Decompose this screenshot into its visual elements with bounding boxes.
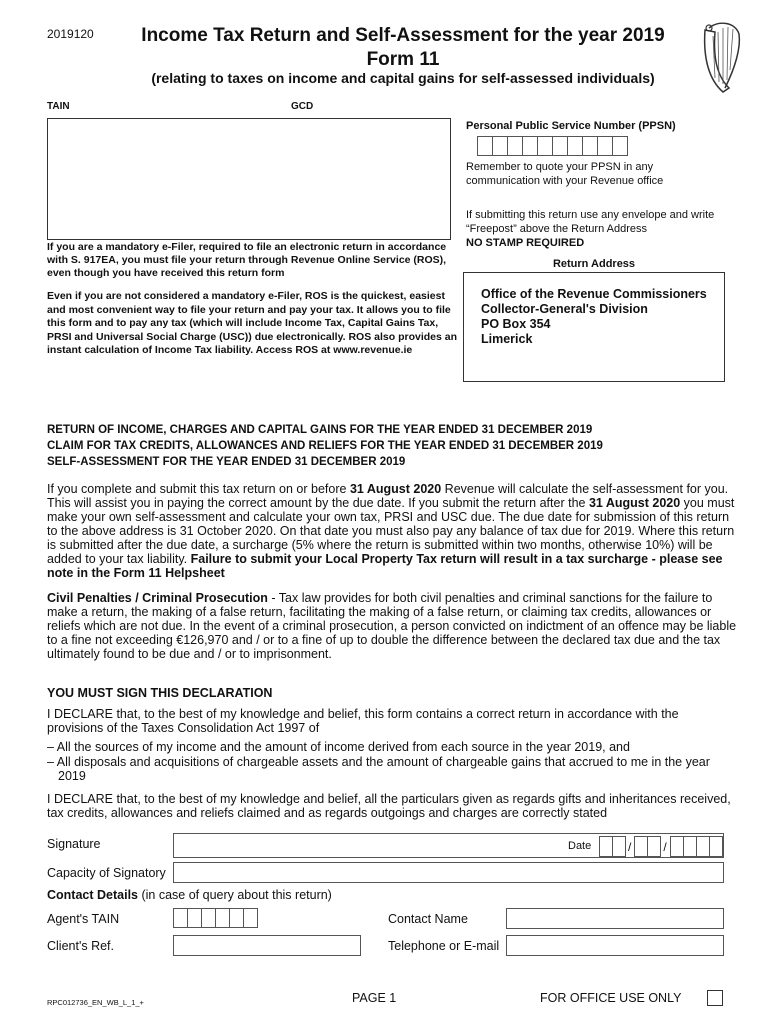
office-use-label: FOR OFFICE USE ONLY (540, 991, 682, 1005)
date-cell[interactable] (612, 836, 626, 857)
client-ref-field[interactable] (173, 935, 361, 956)
declaration-item: – All the sources of my income and the amount of income derived from each source in the year 2019, and (47, 740, 630, 754)
date-cell[interactable] (599, 836, 613, 857)
date-cell[interactable] (647, 836, 661, 857)
ppsn-label: Personal Public Service Number (PPSN) (466, 120, 676, 132)
page-title (108, 24, 698, 72)
para-text: If you complete and submit this tax return on or before (47, 482, 350, 496)
ppsn-cell[interactable] (612, 136, 628, 156)
client-ref-label: Client's Ref. (47, 939, 114, 953)
gcd-label: GCD (291, 101, 314, 112)
declaration-heading: YOU MUST SIGN THIS DECLARATION (47, 686, 273, 700)
tain-cell[interactable] (229, 908, 244, 928)
harp-emblem-icon (695, 18, 745, 98)
declaration-item: – All disposals and acquisitions of chargeable assets and the amount of chargeable gains that accrued to me in the year 2019 (47, 755, 710, 783)
para-text: you must make your own self-assessment and calculate your own tax, PRSI and USC due. The due date for submission of this return to the above address is 31 October 2020. On that date you must also pay any balance of tax due for 2019. Where this return is submitted after the due date, a surcharge (5% where the return is submitted within two months, otherwise 10%) will be added to your tax liability. (47, 496, 735, 566)
deadline-date: 31 August 2020 (588, 496, 681, 510)
due-date-paragraph (47, 482, 737, 580)
para-text: - Tax law provides for both civil penalties and criminal sanctions for the failure to make a return, the making of a false return, facilitating the making of a false return, or claiming tax credits, allowances or reliefs which are not due. In the event of a criminal prosecution, a person convicted on indictment of an offence may be liable to a fine not exceeding €126,970 and / or to a fine of up to double the difference between the declared tax due and the tax ultimately found to be due and / or to imprisonment. (47, 591, 737, 661)
ppsn-cell[interactable] (597, 136, 613, 156)
heading-self-assessment: SELF-ASSESSMENT FOR THE YEAR ENDED 31 DECEMBER 2019 (47, 456, 406, 468)
date-cell[interactable] (683, 836, 697, 857)
subtitle: (relating to taxes on income and capital gains for self-assessed individuals) (151, 70, 655, 86)
address-line: Collector-General's Division (481, 302, 648, 316)
capacity-label: Capacity of Signatory (47, 866, 166, 880)
ros-note: Even if you are not considered a mandatory e-Filer, ROS is the quickest, easiest and most convenient way to file your return and pay your tax. It allows you to file this form and to pay any tax (which will include Income Tax, Capital Gains Tax, PRSI and Universal Social Charge (USC)) due electronically. ROS also provides an instant calculation of Income Tax liability. Access ROS at www.revenue.ie (47, 290, 458, 356)
freepost-note (466, 208, 726, 250)
ppsn-cell[interactable] (492, 136, 508, 156)
heading-claim: CLAIM FOR TAX CREDITS, ALLOWANCES AND RELIEFS FOR THE YEAR ENDED 31 DECEMBER 2019 (47, 440, 603, 452)
contact-bold: Contact Details (47, 888, 138, 902)
declaration-intro: I DECLARE that, to the best of my knowledge and belief, this form contains a correct return in accordance with the provisions of the Taxes Consolidation Act 1997 of (47, 707, 679, 735)
ppsn-input[interactable] (477, 136, 627, 156)
contact-rest: (in case of query about this return) (138, 888, 332, 902)
agent-tain-input[interactable] (173, 908, 257, 928)
ppsn-cell[interactable] (507, 136, 523, 156)
deadline-date: 31 August 2020 (349, 482, 442, 496)
address-line: PO Box 354 (481, 317, 551, 331)
page-number: PAGE 1 (352, 991, 397, 1005)
return-address-box (463, 272, 725, 382)
declaration-second: I DECLARE that, to the best of my knowledge and belief, all the particulars given as regards gifts and inheritances received, tax credits, allowances and reliefs claimed and as regards outgoings and charges are correctly stated (47, 792, 731, 820)
tain-gcd-box[interactable] (47, 118, 451, 240)
date-separator: / (663, 839, 667, 854)
return-address-label: Return Address (552, 258, 636, 270)
address-line: Limerick (481, 332, 533, 346)
efiler-note: If you are a mandatory e-Filer, required to file an electronic return in accordance with S. 917EA, you must file your return through Revenue Online Service (ROS), even though you have received this return form (47, 241, 447, 279)
tain-cell[interactable] (187, 908, 202, 928)
contact-name-field[interactable] (506, 908, 724, 929)
footer-code: RPC012736_EN_WB_L_1_+ (47, 998, 144, 1007)
freepost-text: If submitting this return use any envelope and write “Freepost” above the Return Address (466, 209, 715, 235)
return-headings (47, 422, 727, 470)
date-input[interactable] (599, 836, 722, 857)
ppsn-cell[interactable] (522, 136, 538, 156)
agent-tain-label: Agent's TAIN (47, 912, 120, 926)
title-line-2: Form 11 (366, 49, 440, 70)
ppsn-cell[interactable] (537, 136, 553, 156)
signature-label: Signature (47, 837, 101, 851)
ppsn-cell[interactable] (477, 136, 493, 156)
date-separator: / (628, 839, 632, 854)
penalties-heading: Civil Penalties / Criminal Prosecution (47, 591, 268, 605)
tain-label: TAIN (47, 101, 70, 112)
tain-cell[interactable] (215, 908, 230, 928)
no-stamp-required: NO STAMP REQUIRED (466, 237, 585, 249)
para-text: Revenue will calculate the self-assessment for you. This will assist you in paying the correct amount by the due date. If you submit the return after the (47, 482, 729, 510)
telephone-label: Telephone or E-mail (388, 939, 500, 953)
address-line: Office of the Revenue Commissioners (481, 287, 707, 301)
date-cell[interactable] (634, 836, 648, 857)
telephone-field[interactable] (506, 935, 724, 956)
date-cell[interactable] (709, 836, 723, 857)
ppsn-cell[interactable] (552, 136, 568, 156)
lpt-warning: Failure to submit your Local Property Tax return will result in a tax surcharge - please see note in the Form 11 Helpsheet (47, 552, 723, 580)
capacity-field[interactable] (173, 862, 724, 883)
date-label: Date (568, 840, 592, 852)
ppsn-note: Remember to quote your PPSN in any communication with your Revenue office (466, 161, 664, 187)
ppsn-cell[interactable] (582, 136, 598, 156)
office-use-checkbox[interactable] (707, 990, 723, 1006)
tain-cell[interactable] (173, 908, 188, 928)
tain-cell[interactable] (201, 908, 216, 928)
tain-cell[interactable] (243, 908, 258, 928)
form-code: 2019120 (47, 27, 94, 41)
contact-details-heading (47, 888, 332, 902)
date-cell[interactable] (670, 836, 684, 857)
heading-return: RETURN OF INCOME, CHARGES AND CAPITAL GAINS FOR THE YEAR ENDED 31 DECEMBER 2019 (47, 424, 593, 436)
title-line-1: Income Tax Return and Self-Assessment for the year 2019 (141, 25, 665, 46)
penalties-paragraph (47, 591, 737, 661)
date-cell[interactable] (696, 836, 710, 857)
contact-name-label: Contact Name (388, 912, 468, 926)
ppsn-cell[interactable] (567, 136, 583, 156)
